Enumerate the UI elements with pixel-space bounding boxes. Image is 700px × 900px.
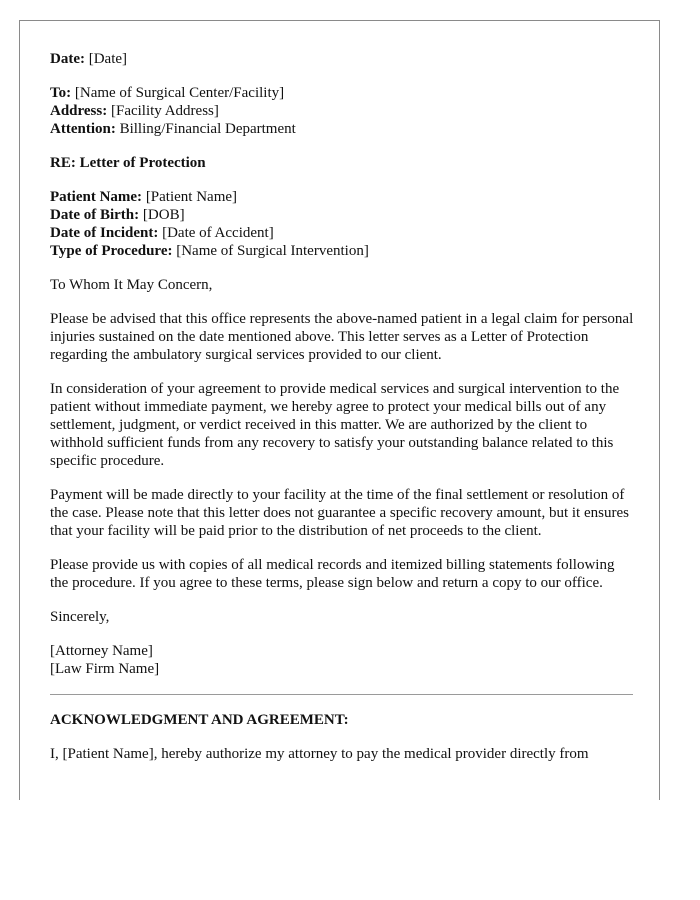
recipient-block (50, 84, 635, 138)
procedure-value: [Name of Surgical Intervention] (176, 243, 369, 259)
address-line (50, 102, 635, 120)
section-divider (50, 694, 633, 695)
to-label: To: (50, 85, 72, 101)
sign-off: Sincerely, (50, 609, 110, 625)
patient-info-block (50, 188, 635, 260)
to-line (50, 84, 635, 102)
law-firm-name: [Law Firm Name] (50, 661, 160, 677)
date-value: [Date] (88, 51, 128, 67)
patient-name-value: [Patient Name] (145, 189, 238, 205)
procedure-line (50, 242, 635, 260)
incident-label: Date of Incident: (50, 225, 159, 241)
re-line: RE: Letter of Protection (50, 155, 206, 171)
attention-label: Attention: (50, 121, 116, 137)
address-label: Address: (50, 103, 108, 119)
paragraph-agreement: In consideration of your agreement to provide medical services and surgical intervention to the patient without immediate payment, we hereby agree to protect your medical bills out of any settlement, judgment, or verdict received in this matter. We are authorized by the client to withhold sufficient funds from any recovery to satisfy your outstanding balance related to this specific procedure. (50, 381, 620, 469)
to-value: [Name of Surgical Center/Facility] (74, 85, 285, 101)
attorney-name: [Attorney Name] (50, 643, 153, 659)
paragraph-payment: Payment will be made directly to your facility at the time of the final settlement or resolution of the case. Please note that this letter does not guarantee a specific recovery amount, but it ensures that your facility will be paid prior to the distribution of net proceeds to the client. (50, 487, 629, 539)
procedure-label: Type of Procedure: (50, 243, 173, 259)
letter-content (50, 50, 635, 763)
patient-name-line (50, 188, 635, 206)
date-label: Date: (50, 51, 85, 67)
attention-line (50, 120, 635, 138)
signature-block (50, 642, 635, 678)
acknowledgment-title: ACKNOWLEDGMENT AND AGREEMENT: (50, 712, 349, 728)
incident-line (50, 224, 635, 242)
paragraph-records-request: Please provide us with copies of all medical records and itemized billing statements following the procedure. If you agree to these terms, please sign below and return a copy to our office. (50, 557, 615, 591)
dob-label: Date of Birth: (50, 207, 140, 223)
acknowledgment-text: I, [Patient Name], hereby authorize my attorney to pay the medical provider directly from (50, 746, 589, 762)
dob-line (50, 206, 635, 224)
incident-value: [Date of Accident] (162, 225, 274, 241)
date-block (50, 50, 635, 68)
attention-value: Billing/Financial Department (119, 121, 296, 137)
letter-page (19, 20, 660, 800)
paragraph-representation: Please be advised that this office represents the above-named patient in a legal claim for personal injuries sustained on the date mentioned above. This letter serves as a Letter of Protection regarding the ambulatory surgical services provided to our client. (50, 311, 634, 363)
dob-value: [DOB] (142, 207, 185, 223)
salutation: To Whom It May Concern, (50, 277, 213, 293)
date-line (50, 50, 635, 68)
address-value: [Facility Address] (110, 103, 219, 119)
patient-name-label: Patient Name: (50, 189, 143, 205)
